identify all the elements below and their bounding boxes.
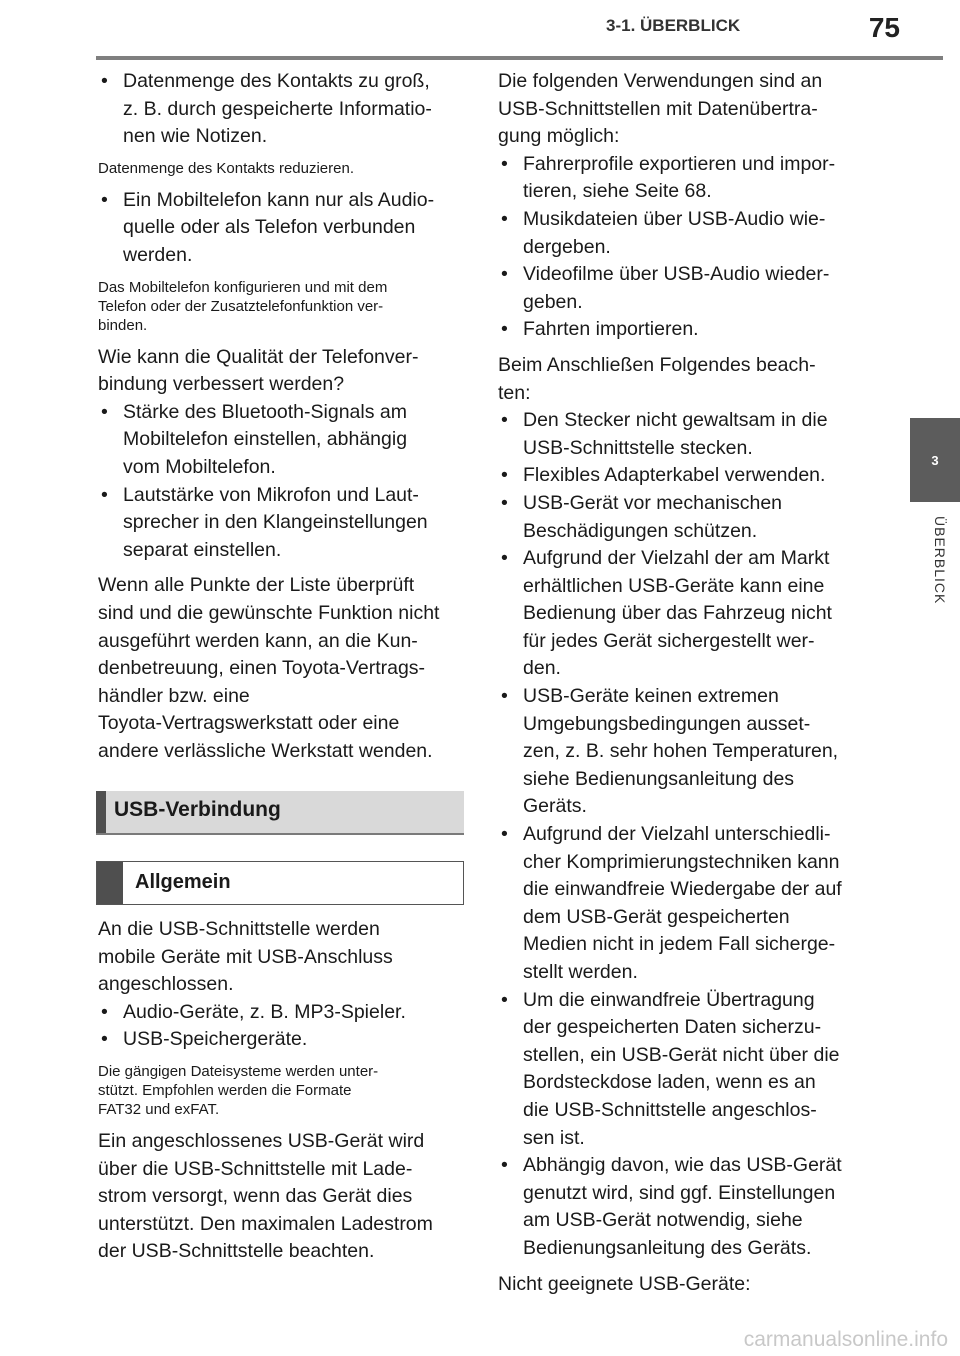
text-line: händler bzw. eine <box>98 684 250 707</box>
text-line: gung möglich: <box>498 125 620 148</box>
text-line: Wenn alle Punkte der Liste überprüft <box>98 574 415 597</box>
note-kontakt-reduzieren <box>98 159 460 178</box>
text-line: sprecher in den Klangeinstellungen <box>123 511 428 534</box>
text-line: genutzt wird, sind ggf. Einstellungen <box>523 1181 836 1204</box>
text-line: Bedienungsanleitung des Geräts. <box>523 1236 812 1259</box>
chapter-tab: 3 <box>910 418 960 502</box>
text-line: stellt werden. <box>523 961 638 983</box>
section-title: 3-1. ÜBERBLICK <box>606 16 741 35</box>
text-line: nen wie Notizen. <box>123 125 268 148</box>
bullet-lautstaerke <box>98 482 460 565</box>
text-line: Lautstärke von Mikrofon und Laut- <box>123 483 419 506</box>
text-line: Telefon oder der Zusatztelefonfunktion ver- <box>98 297 384 315</box>
text-line: dergeben. <box>523 235 611 258</box>
text-line: stellen, ein USB-Gerät nicht über die <box>523 1043 840 1066</box>
text-line: zen, z. B. sehr hohen Temperaturen, <box>523 740 839 763</box>
text-line: unterstützt. Den maximalen Ladestrom <box>98 1212 433 1235</box>
text-line: tieren, siehe Seite 68. <box>523 180 712 203</box>
text-line: stützt. Empfohlen werden die Formate <box>98 1081 352 1099</box>
paragraph-nicht-geeignet <box>498 1271 860 1299</box>
text-line: Fahrten importieren. <box>523 318 699 341</box>
text-line: Beschädigungen schützen. <box>523 519 758 542</box>
note-dateisysteme <box>98 1062 460 1119</box>
text-line: Datenmenge des Kontakts reduzieren. <box>98 159 354 177</box>
text-line: USB-Schnittstellen mit Datenübertra- <box>498 97 818 120</box>
text-line: FAT32 und exFAT. <box>98 1100 220 1118</box>
text-line: Wie kann die Qualität der Telefonver- <box>98 345 419 368</box>
text-line: Toyota-Vertragswerkstatt oder eine <box>98 712 400 735</box>
text-line: Audio-Geräte, z. B. MP3-Spieler. <box>123 1000 406 1023</box>
bullet-musikdateien <box>498 206 860 261</box>
text-line: ten: <box>498 381 531 404</box>
text-line: dem USB-Gerät gespeicherten <box>523 905 790 928</box>
text-line: USB-Speichergeräte. <box>123 1028 308 1051</box>
text-line: Ein Mobiltelefon kann nur als Audio- <box>123 188 435 211</box>
bullet-mobiltelefon <box>98 187 460 270</box>
bullet-fahrerprofile <box>498 151 860 206</box>
text-line: werden. <box>123 243 193 266</box>
text-line: siehe Bedienungsanleitung des <box>523 767 795 790</box>
text-line: Datenmenge des Kontakts zu groß, <box>123 70 430 92</box>
bullet-uebertragung <box>498 987 860 1153</box>
chapter-label: ÜBERBLICK <box>932 516 948 605</box>
text-line: Bordsteckdose laden, wenn es an <box>523 1071 816 1094</box>
bullet-vielzahl-geraete <box>498 545 860 683</box>
text-line: sen ist. <box>523 1126 585 1149</box>
bullet-umgebung <box>498 683 860 821</box>
bullet-videofilme <box>498 261 860 316</box>
bullet-bluetooth <box>98 399 460 482</box>
paragraph-ladestrom <box>98 1128 460 1266</box>
heading-accent-block <box>97 862 123 904</box>
text-line: erhältlichen USB-Geräte kann eine <box>523 574 825 597</box>
text-line: Videofilme über USB-Audio wieder- <box>523 263 830 286</box>
text-line: Umgebungsbedingungen ausset- <box>523 712 811 735</box>
text-line: z. B. durch gespeicherte Informatio- <box>123 97 432 120</box>
right-column <box>498 68 860 1298</box>
text-line: separat einstellen. <box>123 538 282 561</box>
text-line: An die USB-Schnittstelle werden <box>98 918 380 940</box>
text-line: ausgeführt werden kann, an die Kun- <box>98 629 418 652</box>
text-line: quelle oder als Telefon verbunden <box>123 216 416 239</box>
paragraph-anschliessen <box>498 352 860 407</box>
text-line: Das Mobiltelefon konfigurieren und mit dem <box>98 278 388 296</box>
text-line: geben. <box>523 290 583 313</box>
text-line: am USB-Gerät notwendig, siehe <box>523 1209 803 1232</box>
text-line: Musikdateien über USB-Audio wie- <box>523 207 826 230</box>
text-line: denbetreuung, einen Toyota-Vertrags- <box>98 657 426 680</box>
text-line: strom versorgt, wenn das Gerät dies <box>98 1185 413 1208</box>
footer-watermark: carmanualsonline.info <box>743 1328 948 1351</box>
left-column <box>98 68 460 773</box>
text-line: Beim Anschließen Folgendes beach- <box>498 353 816 376</box>
heading-allgemein <box>96 861 464 905</box>
text-line: Abhängig davon, wie das USB-Gerät <box>523 1154 842 1177</box>
bullet-komprimierung <box>498 821 860 987</box>
bullet-einstellungen <box>498 1152 860 1262</box>
text-line: Stärke des Bluetooth-Signals am <box>123 400 407 423</box>
paragraph-usb-intro <box>98 916 460 999</box>
text-line: den. <box>523 657 561 680</box>
bullet-fahrten <box>498 316 860 344</box>
bullet-adapterkabel <box>498 462 860 490</box>
text-line: Die gängigen Dateisysteme werden unter- <box>98 1062 379 1080</box>
note-mobiltelefon-konfigurieren <box>98 278 460 335</box>
text-line: Den Stecker nicht gewaltsam in die <box>523 409 828 432</box>
header-divider <box>96 56 943 60</box>
text-line: vom Mobiltelefon. <box>123 455 276 478</box>
heading-usb-text: USB-Verbindung <box>114 798 281 821</box>
left-column-usb <box>98 916 460 1274</box>
text-line: Flexibles Adapterkabel verwenden. <box>523 464 826 487</box>
text-line: USB-Gerät vor mechanischen <box>523 491 783 514</box>
page-number: 75 <box>868 12 900 43</box>
text-line: der USB-Schnittstelle beachten. <box>98 1240 375 1263</box>
question-qualitaet <box>98 344 460 399</box>
text-line: Die folgenden Verwendungen sind an <box>498 70 823 92</box>
heading-usb-verbindung <box>96 791 464 835</box>
text-line: Nicht geeignete USB-Geräte: <box>498 1272 751 1295</box>
paragraph-kundenbetreuung <box>98 572 460 765</box>
text-line: USB-Schnittstelle stecken. <box>523 436 753 459</box>
text-line: Medien nicht in jedem Fall sicherge- <box>523 933 836 956</box>
paragraph-verwendungen <box>498 68 860 151</box>
text-line: Geräts. <box>523 795 587 818</box>
text-line: die USB-Schnittstelle angeschlos- <box>523 1098 817 1121</box>
text-line: Um die einwandfreie Übertragung <box>523 988 815 1011</box>
heading-allgemein-text: Allgemein <box>135 871 231 893</box>
text-line: Aufgrund der Vielzahl der am Markt <box>523 547 830 570</box>
text-line: Fahrerprofile exportieren und impor- <box>523 152 836 175</box>
text-line: USB-Geräte keinen extremen <box>523 685 779 708</box>
text-line: die einwandfreie Wiedergabe der auf <box>523 878 842 901</box>
bullet-speichergeraete <box>98 1026 460 1054</box>
text-line: Bedienung über das Fahrzeug nicht <box>523 602 832 625</box>
heading-accent-bar <box>96 791 106 833</box>
text-line: über die USB-Schnittstelle mit Lade- <box>98 1157 413 1180</box>
text-line: für jedes Gerät sichergestellt wer- <box>523 629 815 652</box>
bullet-stecker <box>498 407 860 462</box>
text-line: Ein angeschlossenes USB-Gerät wird <box>98 1129 425 1152</box>
text-line: der gespeicherten Daten sicherzu- <box>523 1016 822 1039</box>
text-line: Mobiltelefon einstellen, abhängig <box>123 428 408 451</box>
text-line: andere verlässliche Werkstatt wenden. <box>98 739 433 762</box>
bullet-kontakt-gross <box>98 68 460 151</box>
bullet-beschaedigungen <box>498 490 860 545</box>
text-line: sind und die gewünschte Funktion nicht <box>98 601 440 624</box>
text-line: Aufgrund der Vielzahl unterschiedli- <box>523 823 831 846</box>
text-line: bindung verbessert werden? <box>98 373 345 396</box>
text-line: binden. <box>98 316 148 334</box>
text-line: mobile Geräte mit USB-Anschluss <box>98 945 393 968</box>
text-line: cher Komprimierungstechniken kann <box>523 850 840 873</box>
text-line: angeschlossen. <box>98 973 234 996</box>
bullet-audio-geraete <box>98 999 460 1027</box>
